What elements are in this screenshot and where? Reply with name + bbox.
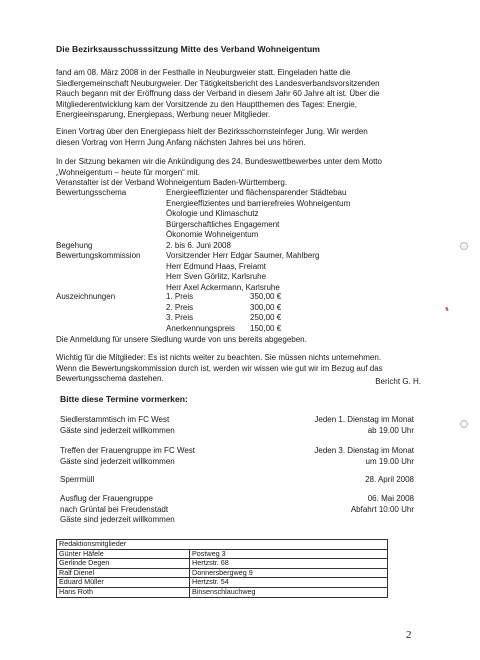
- text-line: Treffen der Frauengruppe im FC West: [60, 446, 196, 455]
- editor-address: Donnersbergweg 9: [190, 568, 388, 578]
- text-line: ab 19.00 Uhr: [367, 425, 414, 435]
- editor-name: Günter Häfele: [57, 549, 190, 559]
- award-name: 3. Preis: [166, 313, 194, 323]
- award-amount: 250,00 €: [250, 313, 282, 323]
- text-line: „Wohneigentum – heute für morgen“ mit.: [56, 167, 200, 177]
- term-description: [60, 494, 175, 526]
- editors-table: [56, 539, 388, 598]
- editor-address: Binsenschlauchweg: [190, 587, 388, 597]
- registration-note: [56, 335, 422, 346]
- award-name: 1. Preis: [166, 292, 194, 301]
- text-line: nach Grüntal bei Freudenstadt: [60, 504, 169, 514]
- paragraph-intro: [56, 68, 422, 121]
- term-entry: [60, 446, 414, 468]
- commission-members: [166, 251, 319, 293]
- editor-address: Hertzstr. 68: [190, 559, 388, 569]
- award-name: 2. Preis: [166, 302, 194, 312]
- punch-hole: [460, 420, 468, 428]
- text-line: Gäste sind jederzeit willkommen: [60, 456, 175, 466]
- schema-items: [166, 188, 350, 241]
- text-line: Bewertungsschema dastehen.: [56, 374, 164, 384]
- term-date: [365, 475, 414, 486]
- text-line: Abfahrt 10:00 Uhr: [350, 504, 414, 514]
- term-date: [314, 415, 414, 436]
- editor-name: Eduard Müller: [57, 578, 190, 588]
- text-line: Veranstalter ist der Verband Wohneigentum Baden-Württemberg.: [56, 178, 288, 188]
- award-amount: 300,00 €: [250, 302, 282, 312]
- commission-member: Herr Edmund Haas, Freiamt: [166, 261, 267, 271]
- editor-name: Gerlinde Degen: [57, 559, 190, 569]
- term-entry: [60, 494, 414, 527]
- table-row: [57, 559, 388, 569]
- schema-item: Energieeffizientes und barrierefreies Wohneigentum: [166, 198, 351, 208]
- schema-item: Bürgerschaftliches Engagement: [166, 219, 280, 229]
- awards-label: Auszeichnungen: [56, 292, 116, 301]
- schema-item: Energieeffizienter und flächensparender Städtebau: [166, 188, 347, 197]
- term-description: [60, 475, 94, 486]
- editor-address: Hertzstr. 54: [190, 578, 388, 588]
- text-line: Gäste sind jederzeit willkommen: [60, 425, 175, 435]
- text-line: 06. Mai 2008: [367, 494, 414, 503]
- punch-hole: [460, 242, 468, 250]
- text-line: Energieeinsparung, Energiepass, Werbung neuer Mitglieder.: [56, 110, 271, 120]
- report-signature: Bericht G. H.: [375, 377, 421, 386]
- text-line: Mitgliederentwicklung kam der Vorsitzende zu den Hauptthemen des Tages: Energie,: [56, 99, 357, 109]
- term-entry: [60, 415, 414, 437]
- editor-address: Postweg 3: [190, 549, 388, 559]
- text-line: fand am 08. März 2008 in der Festhalle in Neuburgweier statt. Eingeladen hatte die: [56, 68, 351, 77]
- text-line: diesen Vortrag von Herrn Jung Anfang nächsten Jahres bei uns hören.: [56, 137, 306, 147]
- schema-label: Bewertungsschema: [56, 188, 127, 197]
- editor-name: Hans Roth: [57, 587, 190, 597]
- schema-item: Ökologie und Klimaschutz: [166, 209, 259, 219]
- text-line: In der Sitzung bekamen wir die Ankündigung des 24. Bundeswettbewerbes unter dem Motto: [56, 157, 382, 166]
- text-line: Rauch begann mit der Eröffnung dass der Verband in diesem Jahr 60 Jahre alt ist. Über die: [56, 89, 380, 99]
- term-date: [351, 494, 414, 515]
- commission-member: Herr Axel Ackermann, Karlsruhe: [166, 282, 280, 292]
- terms-title: Bitte diese Termine vormerken:: [60, 394, 188, 404]
- text-line: Ausflug der Frauengruppe: [60, 494, 153, 503]
- text-line: Siedlerstammtisch im FC West: [60, 415, 170, 424]
- table-header-row: [57, 540, 388, 550]
- begehung-label: Begehung: [56, 241, 93, 250]
- term-entry: [60, 475, 414, 486]
- text-line: 28. April 2008: [365, 475, 414, 484]
- pen-mark: [445, 307, 448, 311]
- text-line: Wenn die Bewertungskommission durch ist, werden wir wissen wie gut wir im Bezug auf das: [56, 363, 383, 373]
- article-title: Die Bezirksausschusssitzung Mitte des Verband Wohneigentum: [56, 44, 320, 54]
- term-description: [60, 415, 175, 436]
- term-date: [314, 446, 414, 467]
- commission-label: Bewertungskommission: [56, 251, 141, 260]
- award-amount: 150,00 €: [250, 323, 282, 333]
- table-header: Redaktionsmitglieder: [57, 540, 388, 550]
- text-line: Siedlergemeinschaft Neuburgweier. Der Tätigkeitsbericht des Landesverbandsvorsitzenden: [56, 78, 380, 88]
- commission-member: Herr Sven Görlitz, Karlsruhe: [166, 272, 267, 282]
- text-line: Gäste sind jederzeit willkommen: [60, 515, 175, 525]
- paragraph-wettbewerb: [56, 157, 422, 189]
- begehung-value: 2. bis 6. Juni 2008: [166, 241, 231, 250]
- editor-name: Ralf Dienel: [57, 568, 190, 578]
- text-line: Jeden 3. Dienstag im Monat: [314, 446, 414, 455]
- text-line: Einen Vortrag über den Energiepass hielt der Bezirksschornsteinfeger Jung. Wir werden: [56, 127, 368, 136]
- term-description: [60, 446, 195, 467]
- text-line: Die Anmeldung für unsere Siedlung wurde von uns bereits abgegeben.: [56, 335, 307, 344]
- table-row: [57, 587, 388, 597]
- text-line: Wichtig für die Mitglieder: Es ist nichts weiter zu beachten. Sie müssen nichts unternehmen.: [56, 353, 382, 362]
- paragraph-energiepass: [56, 127, 422, 148]
- text-line: um 19.00 Uhr: [365, 456, 414, 466]
- award-amount: 350,00 €: [250, 292, 282, 301]
- text-line: Jeden 1. Dienstag im Monat: [314, 415, 414, 424]
- commission-member: Vorsitzender Herr Edgar Saumer, Mahlberg: [166, 251, 320, 260]
- paragraph-wichtig: [56, 353, 422, 385]
- schema-item: Ökonomie Wohneigentum: [166, 230, 259, 240]
- page-number: 2: [406, 629, 412, 641]
- award-name: Anerkennungspreis: [166, 323, 235, 333]
- text-line: Sperrmüll: [60, 475, 95, 484]
